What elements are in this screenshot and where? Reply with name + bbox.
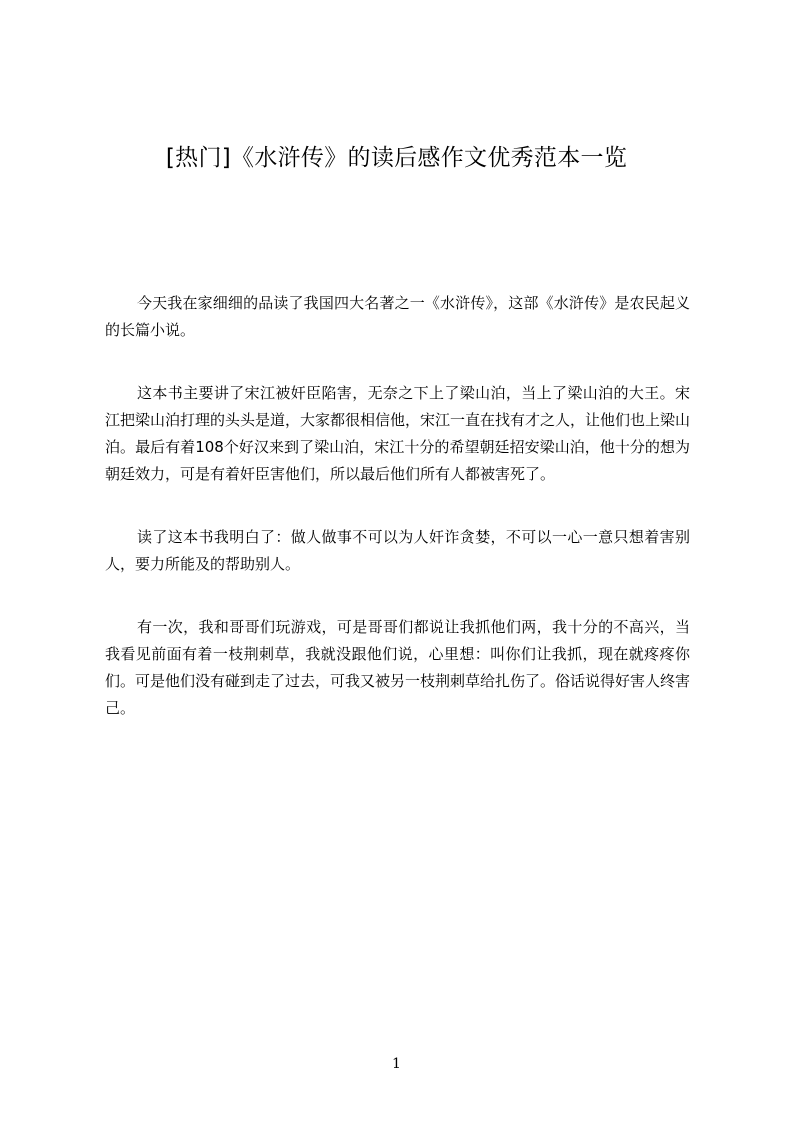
paragraph-1: 今天我在家细细的品读了我国四大名著之一《水浒传》，这部《水浒传》是农民起义的长篇小说。 <box>105 294 690 339</box>
paragraph-3: 读了这本书我明白了：做人做事不可以为人奸诈贪婪，不可以一心一意只想着害别人，要力所能及的帮助别人。 <box>105 528 690 573</box>
document-title: [热门]《水浒传》的读后感作文优秀范本一览 <box>165 145 628 171</box>
paragraph-2: 这本书主要讲了宋江被奸臣陷害，无奈之下上了梁山泊，当上了梁山泊的大王。宋江把梁山泊打理的头头是道，大家都很相信他，宋江一直在找有才之人，让他们也上梁山泊。最后有着108个好汉来到了梁山泊，宋江十分的希望朝廷招安梁山泊，他十分的想为朝廷效力，可是有着奸臣害他们，所以最后他们所有人都被害死了。 <box>105 384 691 483</box>
page-number: 1 <box>392 1056 401 1072</box>
document-body <box>105 290 690 758</box>
paragraph-4: 有一次，我和哥哥们玩游戏，可是哥哥们都说让我抓他们两，我十分的不高兴，当我看见前面有着一枝荆刺草，我就没跟他们说，心里想：叫你们让我抓，现在就疼疼你们。可是他们没有碰到走了过去，可我又被另一枝荆刺草给扎伤了。俗话说得好害人终害己。 <box>105 618 691 717</box>
